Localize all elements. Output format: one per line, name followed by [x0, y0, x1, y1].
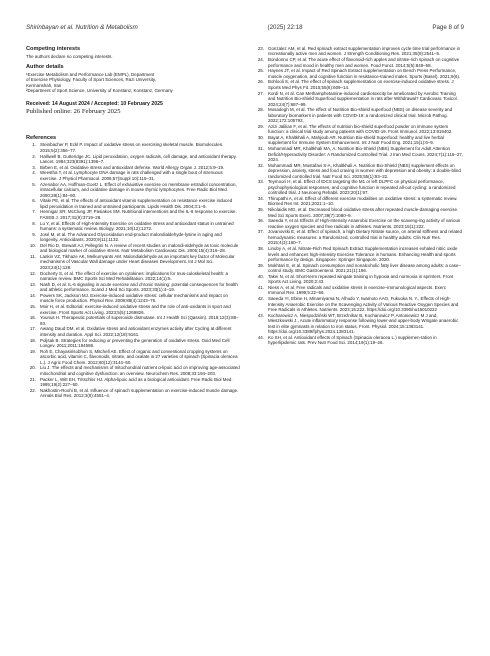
reference-item — [26, 209, 241, 220]
reference-number: 25. — [257, 68, 264, 74]
reference-number: 7. — [32, 209, 36, 215]
affiliation-line: Kermanshah, Iran — [26, 82, 62, 88]
author-affiliations — [26, 72, 241, 94]
reference-text: Del Rio D, Stewart AJ, Pellegrini N. A review of recent studies on malondi-aldehyde as toxic molecule and biological marker of oxidative stress. Nutr Metabolism Cardiovasc Dis. 2005;15(4):316–28. — [40, 242, 239, 254]
reference-item — [26, 304, 241, 315]
reference-text: Vitale PE, et al. The effects of antioxidant vitamin supplementation on resistance exercise induced lipid peroxidation in trained and untrained participants. Lipids Health Dis. 2004;3:1–9. — [40, 198, 233, 209]
reference-number: 23. — [257, 46, 264, 51]
reference-item — [26, 377, 241, 388]
reference-item — [255, 335, 463, 346]
reference-item — [255, 218, 463, 229]
reference-number: 17. — [29, 326, 36, 332]
reference-text: Azenabor AA, Hoffman-Goetz L. Effect of exhaustive exercise on membrane estradiol concentration, intracellular calcium, and oxidative damage in mouse thymic lymphocytes. Free Radic Biol Med. 2000;28(1):84–90. — [40, 181, 237, 198]
reference-number: 34. — [257, 195, 264, 201]
reference-text: Mohammadi MR, Khaltkhali MA, A. Nutrition Bio-Shield (NBS) Supplement for Adult Attention Deficit/Hyperactivity Disorder: A Randomized Controlled Trial. J Iran Med Couns. 2024;7(1):116–27, 2024. — [268, 146, 464, 163]
journal-citation: Shirinbayan et al. Nutrition & Metabolism — [26, 24, 138, 31]
reference-text: Gonzalez AM, et al. Red spinach extract supplementation improves cycle time trial performance in recreationally active men and women. J Strength Conditioning Res. 2021;35(9):2541–5. — [268, 46, 461, 57]
reference-item — [255, 246, 463, 262]
affiliation-line: of Exercise Physiology, Faculty of Sport Sciences, Razi University, — [26, 77, 157, 83]
reference-text: Liu J. The effects and mechanisms of mitochondrial nutrient α-lipoic acid on improving age-associated mitochondrial and cognitive dysfunction: an overview. Neurochem Res. 2008;33:194–203. — [40, 365, 240, 376]
reference-item — [255, 124, 463, 135]
reference-number: 21. — [29, 376, 36, 382]
reference-item — [255, 179, 463, 195]
reference-number: 6. — [32, 198, 36, 204]
reference-item — [26, 142, 241, 153]
reference-number: 15. — [29, 304, 36, 310]
reference-item — [26, 388, 241, 399]
reference-item — [255, 79, 463, 90]
published-online-date: Published online: 26 February 2025 — [26, 107, 121, 115]
reference-number: 4. — [32, 170, 36, 176]
reference-text: Awang Daud DM, et al. Oxidative stress and antioxidant enzymes activity after Cycling at different intensity and duration. Appl Sci. 2022;12(18):9161. — [40, 326, 232, 337]
reference-item — [26, 243, 241, 254]
reference-number: 32. — [257, 162, 264, 168]
reference-text: Niess A, et al. Free radicals and oxidative stress in exercise–immunological aspects. Exerc Immunol Rev. 1999;5:22–56. — [268, 284, 447, 296]
reference-text: Takei N, et al. Short-term repeated wingate training in hypoxia and normoxia in sprinters. Front Sports Act Living. 2020;2:43. — [268, 273, 454, 285]
two-column-body — [26, 46, 464, 399]
reference-text: Thirupathi A, et al. Effect of different exercise modalities on oxidative stress: a systematic review. Biomed Res Int. 2021;2021:1–10. — [268, 195, 458, 207]
page-number: Page 8 of 9 — [432, 24, 464, 31]
reference-text: Teymoori H, et al. Effect of tDCS targeting the M1 or left DLPFC on physical performance, psychophysiological responses, and cognitive function in repeated all-out cycling: a randomized controlled trial. J Neuroeng Rehabil. 2023;20(1):97. — [268, 179, 456, 196]
reference-text: Bayat A, Khaltkhali A, Mahjoub AR. Nutrition Bio-shield Superfood: healthy and live herbal supplement for Immune System Enhancement. Int J Nutr Food Eng. 2021;15(1):6–9. — [268, 135, 444, 146]
reference-text: Bohlooli S, et al. The effect of spinach supplementation on exercise-induced oxidative stress. J Sports Med Phys Fit. 2015;55(6):609–14. — [268, 79, 454, 90]
reference-item — [255, 68, 463, 79]
reference-list-left — [26, 142, 241, 398]
reference-text: Hennigar SR, McClung JP, Pasiakos SM. Nutritional interventions and the IL-6 response to exercise. FASEB J. 2017;31(9):3719–28. — [40, 209, 237, 220]
reference-text: Packer L, Witt EH, Tritschler HJ. Alpha-lipoic acid as a biological antioxidant. Free Radic Biol Med. 1995;19(2):227–50. — [40, 376, 233, 387]
reference-item — [26, 349, 241, 365]
reference-text: Mosadegh M, et al. The effect of Nutrition Bio-shield superfood (NBS) on disease severity and laboratory biomarkers in patients with COVID-19: a randomized clinical trial. Microb Pathog. 2022;172:105792. — [268, 107, 453, 124]
reference-text: Steinbacher P, Eckl P. Impact of oxidative stress on exercising skeletal muscle. Biomolecules. 2015;5(2):356–77. — [40, 142, 224, 153]
reference-text: Saeeda YI, Ebine H, Minamiyama N, Alhudo Y, Iwamoto AAO, Fukuoka N. Y., Effects of High-Intensity Anaerobic Exercise on the Scavenging Activity of Various Reactive Oxygen Species and Free Radicals in Athletes. Nutrients. 2023;15:222. https://doi.org/10.3390/nu15010222 — [268, 296, 459, 313]
reference-text: Poljsak B. Strategies for reducing or preventing the generation of oxidative stress. Oxid Med Cell Longev. 2011;2011:194586. — [40, 337, 230, 349]
reference-text: Kocharowicz A, Niespodziński WT, Brzeźnikar B, Kocharowicz P, Antoniewicz M J and, Mieszkowski J., Acute inflammatory response following lower-and upper-body Wingate anaerobic test in elite gymnasts in relation to iron status. Front. Physiol. 2024;15:1383141. https://doi.org/10.3389/fphys.2024.1383141. — [268, 312, 459, 335]
reference-number: 10. — [29, 242, 36, 248]
reference-number: 14. — [29, 292, 36, 298]
reference-number: 8. — [32, 220, 36, 226]
reference-item — [26, 293, 241, 304]
reference-number: 5. — [32, 181, 36, 187]
reference-item — [26, 282, 241, 293]
reference-number: 9. — [32, 231, 36, 237]
reference-item — [26, 232, 241, 243]
reference-number: 1. — [32, 142, 36, 148]
reference-number: 29. — [257, 123, 264, 129]
reference-number: 16. — [29, 315, 36, 321]
author-details-heading: Author details — [26, 64, 64, 71]
reference-text: Mokhtari E, et al. Spinach consumption and nonalcoholic fatty liver disease among adults: a case–control study. BMC Gastroenterol. 2021;21(1):196. — [268, 262, 461, 274]
reference-number: 22. — [29, 387, 36, 393]
reference-item — [255, 57, 463, 68]
reference-item — [255, 146, 463, 162]
reference-item — [26, 165, 241, 170]
reference-number: 44. — [257, 334, 264, 340]
reference-number: 39. — [257, 262, 264, 268]
reference-number: 38. — [257, 246, 264, 252]
reference-number: 12. — [29, 270, 36, 276]
reference-number: 26. — [257, 79, 264, 85]
reference-text: Azizi Jalilian F, et al. The effects of nutrition bio-shield superfood powder on immune system function: a clinical trial study among patients with COVID-19. Front Immunol. 2022;13:919402. — [268, 123, 453, 135]
reference-text: Mohammadi MR, Mostafavi S-A, Khaltkhali A. Nutrition Bio-Shield (NBS) supplement effects on depression, anxiety, stress and food craving in women with depression and obesity: a double-blind randomized controlled trial. Nutr Food Sci. 2025;55(1):93–22. — [268, 162, 461, 179]
reference-item — [255, 107, 463, 123]
reference-item — [255, 207, 463, 218]
reference-text: Moir H, et al. Editorial: exercise-induced oxidative stress and the role of anti-oxidants in sport and exercise. Front Sports Act Living. 2023;5(5):1269826. — [40, 304, 231, 315]
reference-text: Linoby A, et al. Nitrate-Rich Red Spinach Extract Supplementation increases exhaled nitric oxide levels and enhances high-intensity Exercise Tolerance in humans. Enhancing Health and sports performance by design. Singapore: Springer Singapore. 2020. — [268, 246, 458, 262]
reference-number: 31. — [257, 146, 264, 152]
reference-item — [26, 365, 241, 376]
reference-number: 3. — [32, 164, 36, 170]
reference-text: Lu Y, et al. Effects of High-Intensity Exercise on oxidative stress and antioxidant status in untrained humans: a systematic review. Biology. 2021;10(12):1272. — [40, 220, 234, 232]
reference-text: Bondonno CP, et al. The acute effect of flavonoid-rich apples and nitrate-rich spinach on cognitive performance and mood in healthy men and women. Food Funct. 2014;5(5):849–58. — [268, 57, 460, 68]
reference-item — [26, 326, 241, 337]
reference-number: 33. — [257, 179, 264, 185]
reference-item — [255, 313, 463, 335]
reference-text: Kordi N, et al. Can Methamphetamine-induced cardiotoxicity be ameliorated by Aerobic Training and Nutrition Bio-shield Superfood supplementation in rats after Withdrawal? Cardiovasc Toxicol. 2024;24(7):687–99. — [268, 90, 458, 107]
volume-issue: (2025) 22:18 — [267, 24, 303, 31]
reference-text: Nikolaidis MG, et al. Decreased blood oxidative stress after repeated muscle-damaging exercise. Med Sci Sports Exerc. 2007;39(7):1080–9. — [268, 207, 459, 218]
reference-text: Nakhostin-Roohi B, et al. Influence of spinach supplementation on exercise-induced muscle damage. Annals Biol Res. 2012;3(9):4551–4. — [40, 387, 239, 399]
reference-text: Ko SH, et al. Antioxidant effects of Spinach (Spinacia oleracea L.) supplemen-tation in hyperlipidemic rats. Prev Nutr Food Sci. 2014;19(1):19–26. — [268, 334, 437, 346]
reference-text: Lankin VZ, Tikhaze AK, Melkumyants AM. Malondialdehyde as an important key factor of Molecular mechanisms of Vascular Wall damage under Heart diseases Development. Int J Mol Sci. 2023;24(1):128. — [40, 254, 235, 270]
reference-number: 13. — [29, 281, 36, 287]
reference-number: 18. — [29, 337, 36, 343]
competing-interests-heading: Competing interests — [26, 46, 81, 52]
reference-text: Jovanovski E, et al. Effect of spinach, a high Dietary Nitrate source, on arterial stiffness and related hemodynamic measures: a Randomized, controlled trial in healthy adults. Clin Nutr Res. 2015;4(3):160–7. — [268, 229, 462, 246]
reference-text: Roh E, Chayasirisobhon S, Mitchell AE. Effect of organic and conventional cropping systems on ascorbic acid, vitamin C, flavonoids, nitrate, and oxalate in 27 varieties of spinach (Spinacia oleracea L.). J Agric Food Chem. 2012;60(12):3144–50. — [40, 348, 238, 365]
reference-item — [255, 91, 463, 107]
reference-item — [255, 163, 463, 179]
reference-text: Younus H. Therapeutic potentials of superoxide dismutase. Int J Health Sci (Qassim). 2018;12(3):88–93. — [40, 315, 239, 326]
reference-item — [26, 182, 241, 198]
reference-number: 20. — [29, 365, 36, 371]
reference-number: 36. — [257, 218, 264, 224]
reference-list-right — [255, 46, 463, 346]
reference-item — [26, 315, 241, 326]
reference-text: Halliwell B, Gutteridge JC. Lipid peroxidation, oxygen radicals, cell damage, and antioxidant therapy. Lancet. 1984;323(8391):1396–7. — [40, 153, 237, 165]
running-header — [26, 24, 464, 31]
reference-number: 19. — [29, 348, 36, 354]
reference-item — [26, 170, 241, 181]
reference-text: José M, et al. The Advanced Glycosidation end-product malondialdehyde-lysine in aging and longevity. Antioxidants. 2020;9(11):1132. — [40, 231, 222, 243]
reference-item — [26, 198, 241, 209]
reference-text: Weestha T, et al. Lymphocyte DNA damage in rats challenged with a single bout of strenuous exercise. J Physiol Pharmacol. 2006;57(Suppl 10):115–31. — [40, 170, 223, 181]
reference-item — [26, 271, 241, 282]
reference-text: Birben E, et al. Oxidative stress and antioxidant defense. World Allergy Organ J. 2012;5:9–19. — [40, 164, 225, 170]
reference-number: 35. — [257, 207, 264, 213]
reference-number: 27. — [257, 90, 264, 96]
reference-number: 11. — [30, 254, 36, 260]
reference-number: 43. — [257, 312, 264, 318]
reference-item — [255, 285, 463, 296]
reference-item — [255, 229, 463, 245]
left-column — [26, 46, 241, 399]
competing-interests-text: The authors declare no competing interests. — [26, 53, 113, 59]
reference-number: 37. — [257, 229, 264, 235]
reference-number: 28. — [257, 107, 264, 113]
affiliation-line: ¹Exercise Metabolism and Performance Lab (EMPL), Department — [26, 71, 155, 77]
reference-text: Haynes JT, et al. Impact of Red Spinach Extract supplementation on Bench Press Performance, muscle oxygenation, and cognitive function in resistance-trained males. Sports (Basel). 2021;9(6). — [268, 68, 461, 79]
reference-number: 24. — [257, 57, 264, 63]
reference-item — [26, 221, 241, 232]
reference-text: Nash D, et al. IL-6 signaling in acute exercise and chronic training: potential consequences for health and athletic performance. Scand J Med Sci Sports. 2023;33(1):4–19. — [40, 281, 238, 293]
reference-item — [255, 135, 463, 146]
references-heading: References — [26, 134, 57, 141]
affiliation-line: ²Department of Sport Science, University of Konstanz, Konstanz, Germany — [26, 88, 173, 94]
reference-number: 2. — [32, 153, 36, 159]
reference-number: 30. — [257, 135, 264, 140]
received-accepted-dates: Received: 14 August 2024 / Accepted: 10 February 2025 — [26, 100, 163, 107]
reference-item — [255, 196, 463, 207]
reference-number: 40. — [257, 273, 264, 279]
reference-number: 42. — [257, 296, 264, 302]
reference-text: Powers SK, Jackson MJ. Exercise-induced oxidative stress: cellular mechanisms and impact on muscle force production. Physiol Rev. 2008;88(4):1243–76. — [40, 292, 228, 304]
reference-text: Docherty S, et al. The effect of exercise on cytokines: implications for mus-culoskeletal health: a narrative review. BMC Sports Sci Med Rehabilitation. 2022;14(1):5. — [40, 270, 229, 282]
reference-item — [26, 338, 241, 349]
reference-item — [255, 46, 463, 57]
reference-item — [26, 154, 241, 165]
right-column — [255, 46, 463, 399]
reference-number: 41. — [257, 284, 264, 290]
reference-item — [26, 254, 241, 270]
reference-text: Saeeda Y, et al. Effects of High-Intensity Anaerobic Exercise on the scaveng-ing activity of various reactive oxygen species and free radicals in athletes. Nutrients. 2023;15(1):222. — [268, 218, 461, 229]
reference-item — [255, 296, 463, 312]
reference-item — [255, 263, 463, 274]
reference-item — [255, 274, 463, 285]
